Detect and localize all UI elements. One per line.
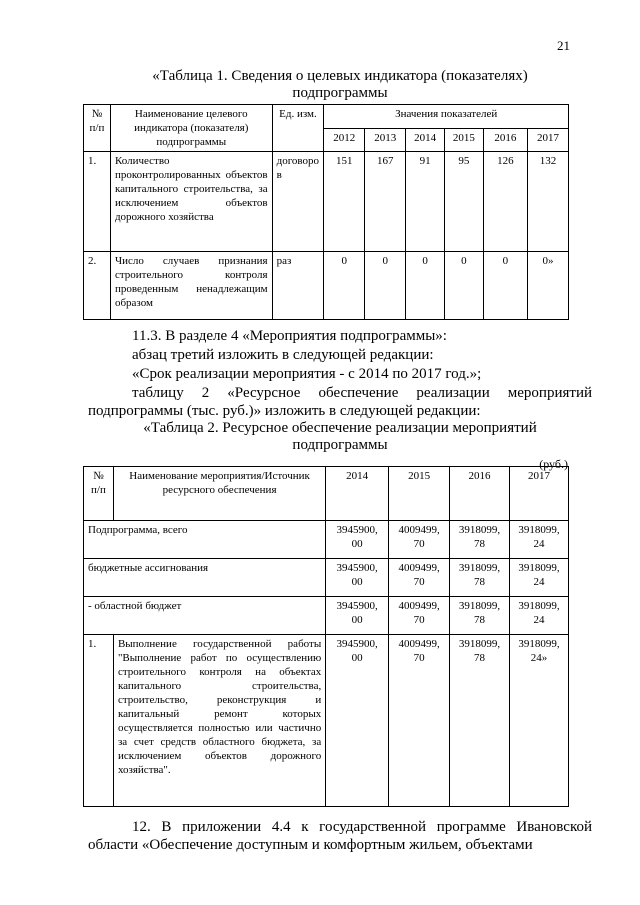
table1-title (90, 68, 590, 102)
table1-year: 2013 (365, 128, 406, 152)
table1-title-line2: подпрограммы (292, 85, 388, 101)
table2-cell: 3945900, 00 (326, 521, 389, 559)
table1-year: 2012 (324, 128, 365, 152)
paragraph-term: «Срок реализации мероприятия - с 2014 по 2017 год.»; (132, 366, 482, 382)
table1-row-unit: договоров (272, 152, 324, 252)
page-number: 21 (557, 38, 570, 53)
table1-title-line1: «Таблица 1. Сведения о целевых индикатора (показателях) (152, 68, 528, 84)
table2-unit-note: (руб.) (539, 457, 568, 471)
table2-cell: 3918099, 24 (510, 597, 569, 635)
table2-row (84, 521, 569, 559)
table1-row-name: Число случаев признания строительного контроля проведенным ненадлежащим образом (110, 252, 272, 320)
table1-header-name: Наименование целевого индикатора (показателя) подпрограммы (110, 105, 272, 152)
paragraph-table2-intro: таблицу 2 «Ресурсное обеспечение реализации мероприятий подпрограммы (тыс. руб.)» изложить в следующей редакции: (88, 385, 592, 419)
table1-cell: 0 (365, 252, 406, 320)
table1-row-unit: раз (272, 252, 324, 320)
table2-cell: 4009499, 70 (389, 559, 450, 597)
table2-item-num: 1. (84, 635, 114, 807)
table2-year: 2014 (326, 467, 389, 521)
table1-cell: 126 (483, 152, 527, 252)
table2-header-row (84, 467, 569, 521)
table1-header-num: № п/п (84, 105, 111, 152)
table2-title-line1: «Таблица 2. Ресурсное обеспечение реализации мероприятий (143, 420, 537, 436)
table1-cell: 91 (406, 152, 445, 252)
table2-row-label: Подпрограмма, всего (84, 521, 326, 559)
paragraph-appendix-4-4: 12. В приложении 4.4 к государственной программе Ивановской области «Обеспечение доступным и комфортным жильем, объектами (88, 819, 592, 853)
table2-year: 2016 (450, 467, 510, 521)
table1-header-row (84, 105, 569, 129)
table2-cell: 4009499, 70 (389, 597, 450, 635)
table1-header-unit: Ед. изм. (272, 105, 324, 152)
table2-header-name: Наименование мероприятия/Источник ресурсного обеспечения (113, 467, 325, 521)
table2-item-name: Выполнение государственной работы "Выполнение работ по осуществлению строительного контроля на объектах капитального строительства, строительство, реконструкция и капитальный ремонт которых осуществляется полностью или частично за счет средств областного бюджета, за исключением объектов дорожного хозяйства". (113, 635, 325, 807)
table2-row-label: бюджетные ассигнования (84, 559, 326, 597)
table2-year: 2017 (510, 467, 569, 521)
table2-cell: 3945900, 00 (326, 559, 389, 597)
table1-header-values: Значения показателей (324, 105, 569, 129)
table1-year: 2014 (406, 128, 445, 152)
table2-cell: 3945900, 00 (326, 635, 389, 807)
table2-cell: 3918099, 24 (510, 521, 569, 559)
table2-cell: 3918099, 24 (510, 559, 569, 597)
table2-header-num: № п/п (84, 467, 114, 521)
table1-cell: 0 (483, 252, 527, 320)
table1 (83, 104, 569, 320)
table2-cell: 4009499, 70 (389, 635, 450, 807)
table2-cell: 4009499, 70 (389, 521, 450, 559)
table1-row-name: Количество проконтролированных объектов капитального строительства, за исключением объектов дорожного хозяйства (110, 152, 272, 252)
table1-year: 2016 (483, 128, 527, 152)
table1-year: 2017 (528, 128, 569, 152)
table1-cell: 95 (445, 152, 484, 252)
table1-cell: 0 (445, 252, 484, 320)
table2-cell: 3918099, 78 (450, 635, 510, 807)
table1-cell: 0 (324, 252, 365, 320)
table1-row-num: 2. (84, 252, 111, 320)
table2-cell: 3945900, 00 (326, 597, 389, 635)
table2-cell: 3918099, 78 (450, 521, 510, 559)
table2-year: 2015 (389, 467, 450, 521)
table2-cell: 3918099, 78 (450, 559, 510, 597)
table2-row (84, 559, 569, 597)
table1-year: 2015 (445, 128, 484, 152)
paragraph-section-4: 11.3. В разделе 4 «Мероприятия подпрограммы»: (132, 328, 447, 344)
table1-cell: 167 (365, 152, 406, 252)
table2-title-line2: подпрограммы (292, 437, 388, 453)
table1-cell: 0 (406, 252, 445, 320)
table1-cell: 151 (324, 152, 365, 252)
table2-item-row (84, 635, 569, 807)
table2 (83, 466, 569, 807)
table2-cell: 3918099, 24» (510, 635, 569, 807)
table2-title (90, 420, 590, 454)
table2-row (84, 597, 569, 635)
table1-row-num: 1. (84, 152, 111, 252)
table1-cell: 0» (528, 252, 569, 320)
table2-cell: 3918099, 78 (450, 597, 510, 635)
table1-cell: 132 (528, 152, 569, 252)
table1-row (84, 152, 569, 252)
paragraph-paragraph-third: абзац третий изложить в следующей редакции: (132, 347, 434, 363)
table2-row-label: - областной бюджет (84, 597, 326, 635)
table1-row (84, 252, 569, 320)
